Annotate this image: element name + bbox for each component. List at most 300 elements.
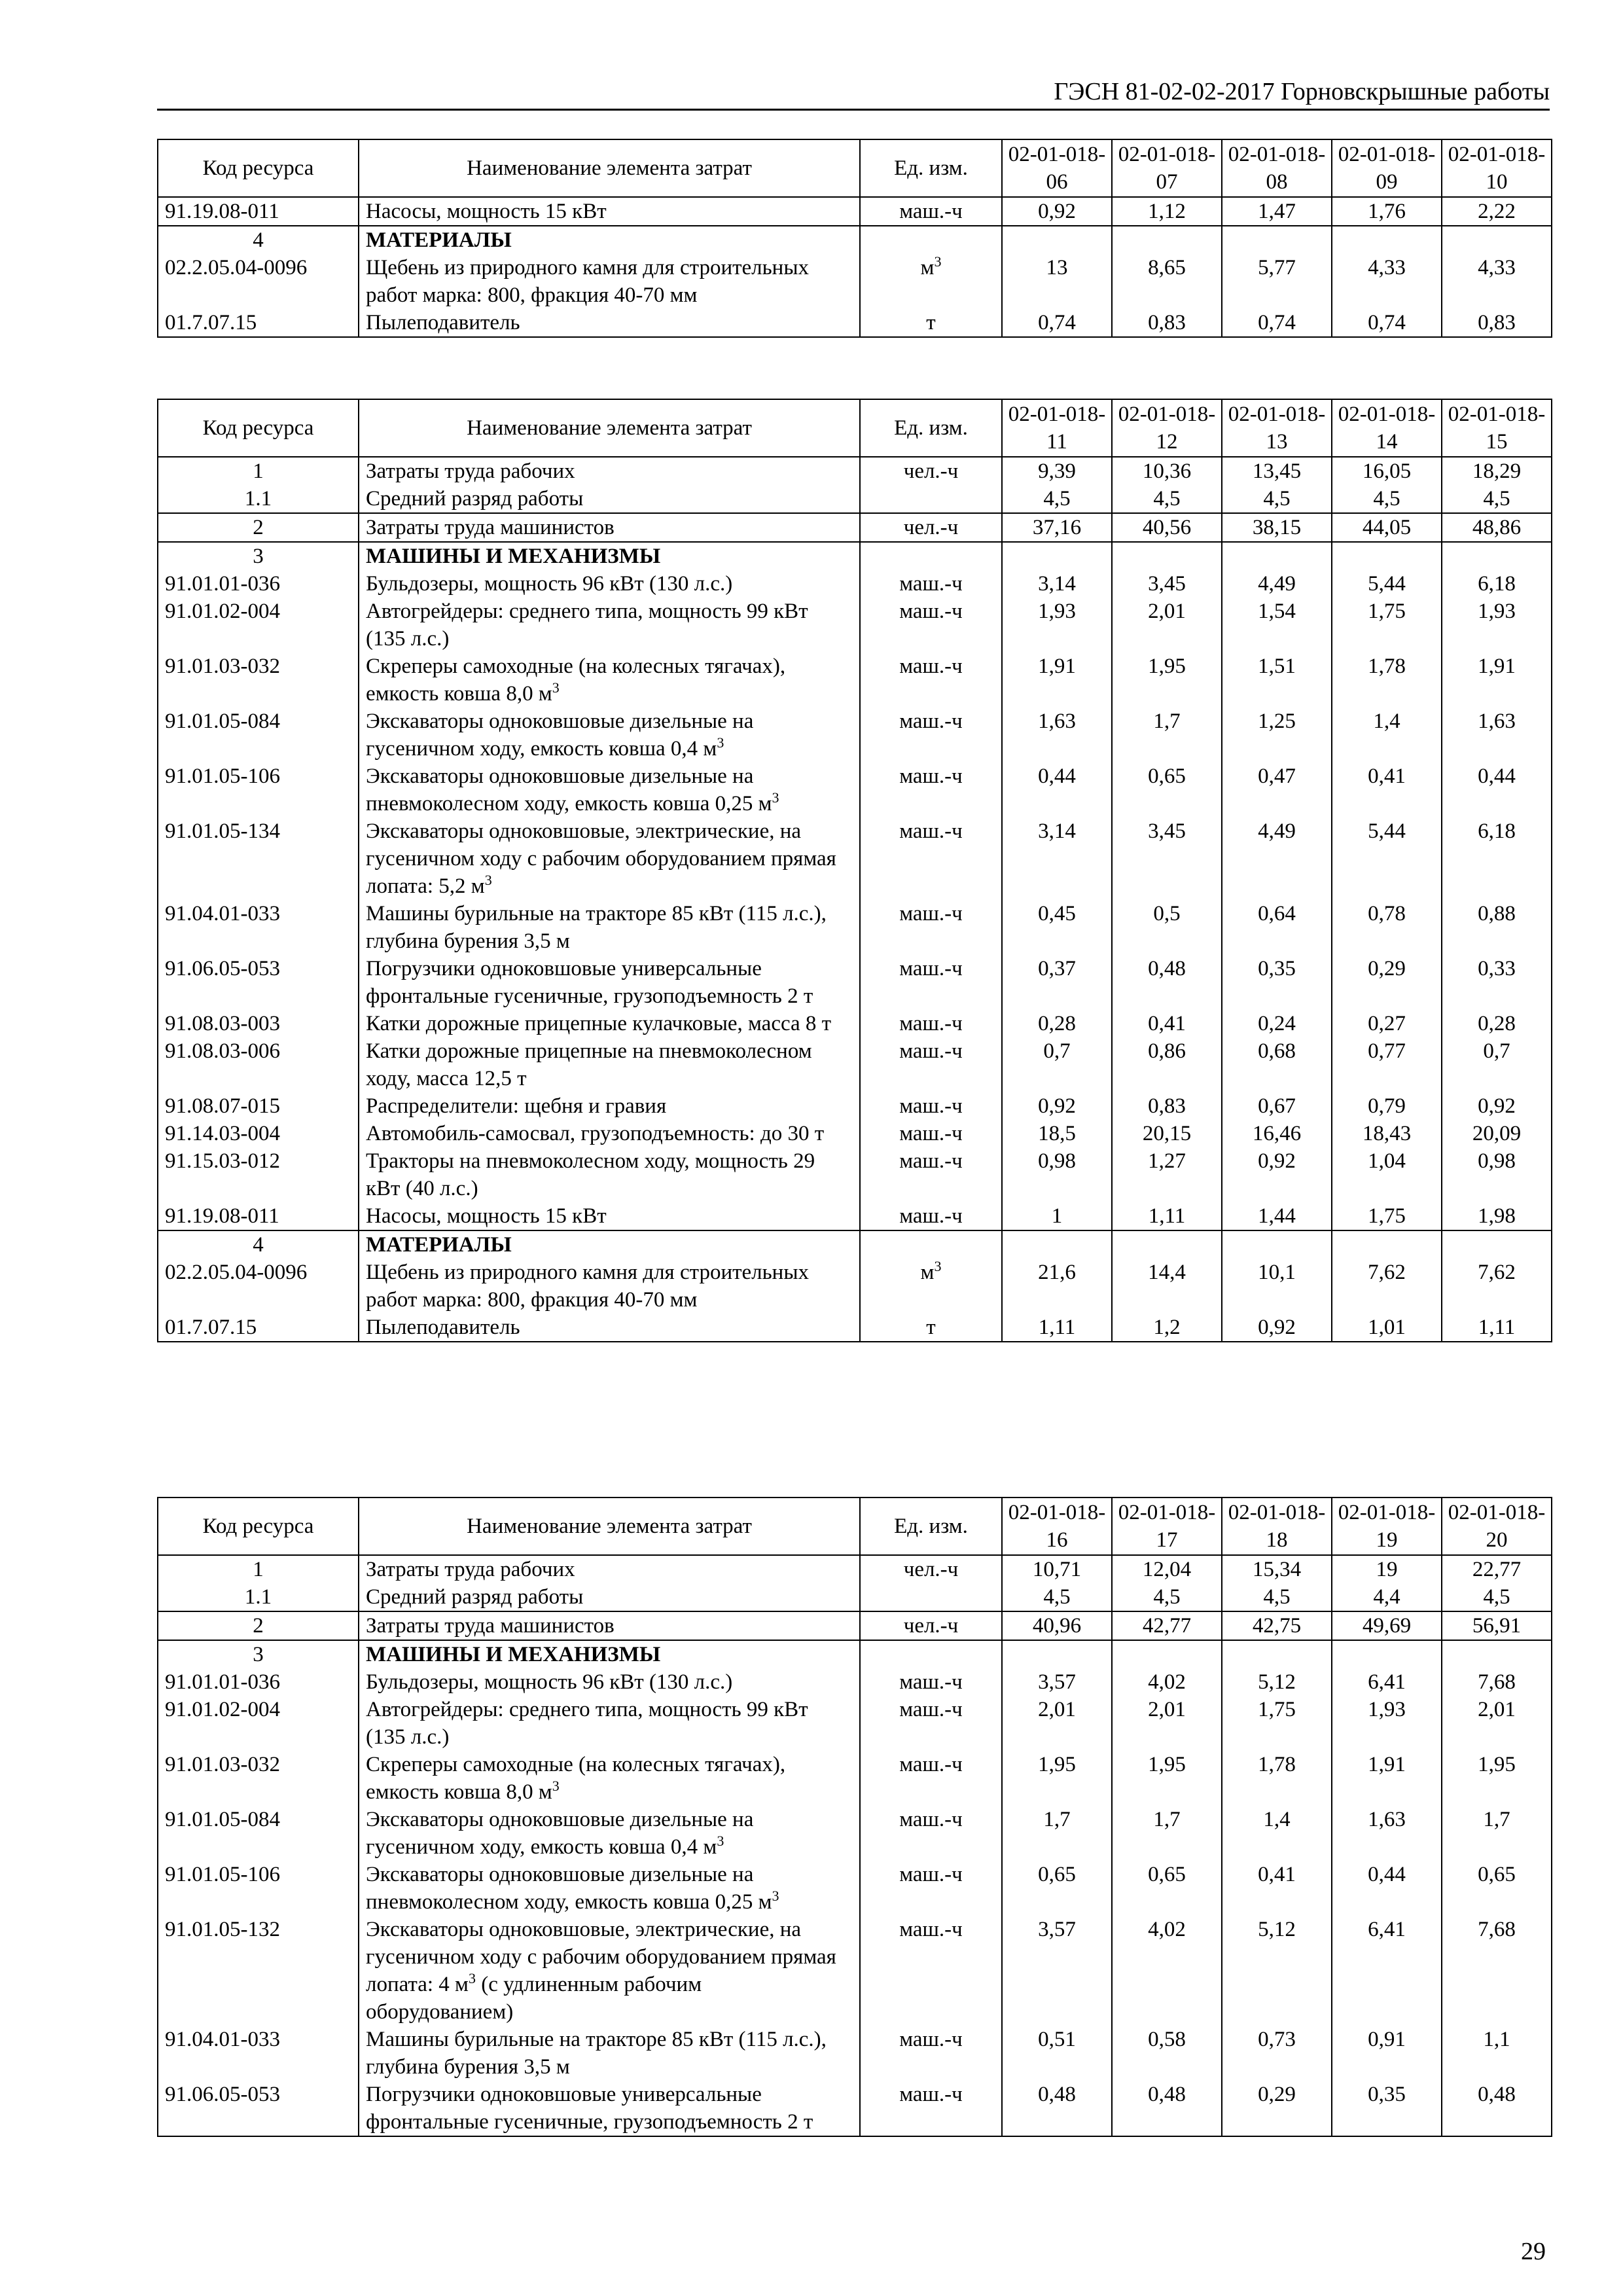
- value-cell: 5,77: [1222, 254, 1332, 309]
- unit-cell: [860, 1230, 1002, 1259]
- value-cell: 1,95: [1442, 1751, 1552, 1806]
- value-cell: 4,5: [1442, 1583, 1552, 1611]
- header-norm-code: 02-01-018-18: [1222, 1498, 1332, 1555]
- resource-name-text: МАТЕРИАЛЫ: [366, 228, 512, 252]
- resource-name: [359, 1555, 860, 1583]
- resource-name: [359, 1916, 860, 2026]
- unit-text: маш.-ч: [899, 1808, 963, 1831]
- unit-cell: [860, 2026, 1002, 2081]
- resource-name-text: Экскаваторы одноковшовые, электрические, на гусеничном ходу с рабочим оборудованием прямая лопата: 4 м: [366, 1918, 836, 1996]
- resource-code: 3: [158, 1640, 359, 1668]
- resource-name-text: МАТЕРИАЛЫ: [366, 1233, 512, 1257]
- unit-cell: [860, 1314, 1002, 1342]
- exponent: 3: [772, 1888, 779, 1904]
- value-cell: 2,01: [1442, 1696, 1552, 1751]
- resource-name-text: Тракторы на пневмоколесном ходу, мощность 29 кВт (40 л.с.): [366, 1149, 815, 1200]
- resource-name: [359, 309, 860, 337]
- unit-text: маш.-ч: [899, 1918, 963, 1941]
- resource-code: 91.08.03-006: [158, 1037, 359, 1092]
- resource-name: [359, 1696, 860, 1751]
- resource-name-text: Щебень из природного камня для строительных работ марка: 800, фракция 40-70 мм: [366, 256, 810, 307]
- unit-cell: [860, 197, 1002, 226]
- value-cell: 6,41: [1332, 1668, 1442, 1696]
- resource-name: [359, 708, 860, 762]
- value-cell: 1,47: [1222, 197, 1332, 226]
- value-cell: 0,91: [1332, 2026, 1442, 2081]
- value-cell: 0,67: [1222, 1092, 1332, 1120]
- header-name: Наименование элемента затрат: [359, 399, 860, 457]
- resource-name: [359, 1611, 860, 1640]
- resource-name: [359, 254, 860, 309]
- table-row: [158, 1010, 1552, 1037]
- table-row: [158, 955, 1552, 1010]
- value-cell: 1,25: [1222, 708, 1332, 762]
- resource-name: [359, 653, 860, 708]
- table-row: [158, 1751, 1552, 1806]
- resource-name: [359, 1230, 860, 1259]
- table-row: [158, 457, 1552, 485]
- value-cell: 1,93: [1002, 598, 1112, 653]
- value-cell: 1,78: [1332, 653, 1442, 708]
- value-cell: 0,98: [1002, 1147, 1112, 1202]
- resource-name-text: Средний разряд работы: [366, 1585, 584, 1609]
- value-cell: 3,14: [1002, 570, 1112, 598]
- value-cell: 10,71: [1002, 1555, 1112, 1583]
- value-cell: 1,95: [1112, 1751, 1222, 1806]
- resource-name: [359, 485, 860, 513]
- header-norm-code: 02-01-018-11: [1002, 399, 1112, 457]
- value-cell: 4,49: [1222, 817, 1332, 900]
- unit-text: м: [920, 1261, 935, 1284]
- value-cell: 0,65: [1112, 762, 1222, 817]
- unit-cell: [860, 513, 1002, 542]
- unit-cell: [860, 1120, 1002, 1147]
- value-cell: [1222, 1640, 1332, 1668]
- value-cell: 42,77: [1112, 1611, 1222, 1640]
- resource-code: 91.01.02-004: [158, 598, 359, 653]
- resource-table-3: [157, 1497, 1552, 2137]
- resource-name: [359, 762, 860, 817]
- resource-name: [359, 1202, 860, 1230]
- unit-text: маш.-ч: [899, 1753, 963, 1776]
- value-cell: 18,29: [1442, 457, 1552, 485]
- value-cell: 10,36: [1112, 457, 1222, 485]
- value-cell: 0,47: [1222, 762, 1332, 817]
- value-cell: [1332, 1640, 1442, 1668]
- value-cell: 0,98: [1442, 1147, 1552, 1202]
- unit-text: маш.-ч: [899, 709, 963, 733]
- resource-name-suffix: (с удлиненным рабочим оборудованием): [366, 1973, 702, 2024]
- value-cell: 0,83: [1112, 1092, 1222, 1120]
- header-norm-code: 02-01-018-13: [1222, 399, 1332, 457]
- unit-cell: [860, 1806, 1002, 1861]
- value-cell: 1,93: [1332, 1696, 1442, 1751]
- value-cell: 4,5: [1002, 1583, 1112, 1611]
- resource-code: 3: [158, 542, 359, 570]
- value-cell: 1,7: [1002, 1806, 1112, 1861]
- resource-code: 91.01.05-132: [158, 1916, 359, 2026]
- unit-cell: [860, 1916, 1002, 2026]
- unit-text: чел.-ч: [903, 1558, 959, 1581]
- value-cell: 1,7: [1112, 708, 1222, 762]
- value-cell: 4,5: [1222, 1583, 1332, 1611]
- table-row: [158, 1092, 1552, 1120]
- value-cell: [1442, 1230, 1552, 1259]
- value-cell: 37,16: [1002, 513, 1112, 542]
- value-cell: 0,74: [1332, 309, 1442, 337]
- header-code: Код ресурса: [158, 399, 359, 457]
- table-row: [158, 309, 1552, 337]
- table-row: [158, 1668, 1552, 1696]
- value-cell: 4,5: [1332, 485, 1442, 513]
- value-cell: 3,45: [1112, 570, 1222, 598]
- value-cell: 0,44: [1332, 1861, 1442, 1916]
- value-cell: 1,63: [1442, 708, 1552, 762]
- resource-name-text: Машины бурильные на тракторе 85 кВт (115 л.с.), глубина бурения 3,5 м: [366, 2028, 827, 2079]
- section-row: [158, 226, 1552, 254]
- table-row: [158, 1583, 1552, 1611]
- value-cell: 1,7: [1112, 1806, 1222, 1861]
- resource-name-text: Экскаваторы одноковшовые дизельные на пневмоколесном ходу, емкость ковша 0,25 м: [366, 1863, 772, 1914]
- header-norm-code: 02-01-018-14: [1332, 399, 1442, 457]
- unit-cell: [860, 1696, 1002, 1751]
- resource-name: [359, 226, 860, 254]
- table-header-row: [158, 139, 1552, 197]
- header-norm-code: 02-01-018-19: [1332, 1498, 1442, 1555]
- value-cell: 0,92: [1222, 1314, 1332, 1342]
- resource-name: [359, 2081, 860, 2136]
- resource-name: [359, 1120, 860, 1147]
- value-cell: 4,02: [1112, 1916, 1222, 2026]
- value-cell: 1,54: [1222, 598, 1332, 653]
- resource-name-text: Скреперы самоходные (на колесных тягачах), емкость ковша 8,0 м: [366, 1753, 786, 1804]
- resource-code: 1.1: [158, 1583, 359, 1611]
- table-row: [158, 1806, 1552, 1861]
- resource-code: 1: [158, 1555, 359, 1583]
- resource-name-text: Пылеподавитель: [366, 311, 520, 334]
- value-cell: [1332, 542, 1442, 570]
- unit-cell: [860, 309, 1002, 337]
- value-cell: 0,48: [1112, 2081, 1222, 2136]
- resource-code: 91.01.01-036: [158, 570, 359, 598]
- unit-cell: [860, 1751, 1002, 1806]
- resource-name-text: МАШИНЫ И МЕХАНИЗМЫ: [366, 1643, 661, 1666]
- header-code: Код ресурса: [158, 139, 359, 197]
- value-cell: 1,27: [1112, 1147, 1222, 1202]
- value-cell: 4,5: [1112, 485, 1222, 513]
- value-cell: 3,57: [1002, 1916, 1112, 2026]
- resource-code: 91.01.05-134: [158, 817, 359, 900]
- resource-code: 02.2.05.04-0096: [158, 1259, 359, 1314]
- value-cell: 0,92: [1442, 1092, 1552, 1120]
- table-row: [158, 1259, 1552, 1314]
- value-cell: 14,4: [1112, 1259, 1222, 1314]
- value-cell: 4,02: [1112, 1668, 1222, 1696]
- resource-name-text: Скреперы самоходные (на колесных тягачах), емкость ковша 8,0 м: [366, 655, 786, 706]
- unit-text: маш.-ч: [899, 2083, 963, 2106]
- unit-cell: [860, 1611, 1002, 1640]
- value-cell: 0,65: [1112, 1861, 1222, 1916]
- resource-name-text: Погрузчики одноковшовые универсальные фронтальные гусеничные, грузоподъемность 2 т: [366, 2083, 813, 2134]
- value-cell: 4,33: [1332, 254, 1442, 309]
- resource-name-text: Бульдозеры, мощность 96 кВт (130 л.с.): [366, 1670, 733, 1694]
- value-cell: 0,28: [1002, 1010, 1112, 1037]
- value-cell: 0,92: [1222, 1147, 1332, 1202]
- unit-text: м: [920, 256, 935, 279]
- unit-text: маш.-ч: [899, 1012, 963, 1035]
- value-cell: 5,44: [1332, 817, 1442, 900]
- value-cell: 1,63: [1002, 708, 1112, 762]
- resource-name-text: Автогрейдеры: среднего типа, мощность 99 кВт (135 л.с.): [366, 600, 808, 651]
- value-cell: [1442, 226, 1552, 254]
- value-cell: 3,57: [1002, 1668, 1112, 1696]
- value-cell: 4,5: [1222, 485, 1332, 513]
- unit-text: чел.-ч: [903, 516, 959, 539]
- unit-cell: [860, 1147, 1002, 1202]
- value-cell: 4,33: [1442, 254, 1552, 309]
- table-row: [158, 254, 1552, 309]
- table-row: [158, 762, 1552, 817]
- page-number: 29: [1521, 2238, 1546, 2265]
- unit-text: маш.-ч: [899, 1698, 963, 1721]
- value-cell: 0,35: [1222, 955, 1332, 1010]
- value-cell: 5,12: [1222, 1668, 1332, 1696]
- resource-name: [359, 955, 860, 1010]
- exponent: 3: [552, 1778, 560, 1794]
- resource-name: [359, 457, 860, 485]
- value-cell: 1,75: [1332, 1202, 1442, 1230]
- value-cell: 1,11: [1002, 1314, 1112, 1342]
- unit-cell: [860, 2081, 1002, 2136]
- value-cell: 5,44: [1332, 570, 1442, 598]
- value-cell: 0,45: [1002, 900, 1112, 955]
- value-cell: 5,12: [1222, 1916, 1332, 2026]
- value-cell: 0,29: [1222, 2081, 1332, 2136]
- value-cell: 42,75: [1222, 1611, 1332, 1640]
- unit-text: маш.-ч: [899, 1204, 963, 1228]
- value-cell: 0,58: [1112, 2026, 1222, 2081]
- header-norm-code: 02-01-018-16: [1002, 1498, 1112, 1555]
- value-cell: 0,37: [1002, 955, 1112, 1010]
- value-cell: 13: [1002, 254, 1112, 309]
- resource-name-text: Затраты труда рабочих: [366, 459, 575, 483]
- exponent: 3: [772, 789, 779, 806]
- resource-table-2: [157, 399, 1552, 1342]
- unit-cell: [860, 1259, 1002, 1314]
- unit-text: маш.-ч: [899, 819, 963, 843]
- unit-cell: [860, 817, 1002, 900]
- resource-name-text: Затраты труда рабочих: [366, 1558, 575, 1581]
- unit-cell: [860, 485, 1002, 513]
- resource-name: [359, 1010, 860, 1037]
- resource-name-text: Погрузчики одноковшовые универсальные фронтальные гусеничные, грузоподъемность 2 т: [366, 957, 813, 1008]
- table-row: [158, 900, 1552, 955]
- resource-code: 2: [158, 1611, 359, 1640]
- resource-name-text: Экскаваторы одноковшовые дизельные на пневмоколесном ходу, емкость ковша 0,25 м: [366, 764, 772, 816]
- table-row: [158, 2026, 1552, 2081]
- value-cell: 1,75: [1332, 598, 1442, 653]
- value-cell: 1,91: [1442, 653, 1552, 708]
- header-code: Код ресурса: [158, 1498, 359, 1555]
- value-cell: 0,28: [1442, 1010, 1552, 1037]
- value-cell: [1222, 226, 1332, 254]
- unit-text: маш.-ч: [899, 2028, 963, 2051]
- header-norm-code: 02-01-018-07: [1112, 139, 1222, 197]
- value-cell: [1442, 542, 1552, 570]
- value-cell: 0,64: [1222, 900, 1332, 955]
- section-row: [158, 542, 1552, 570]
- resource-name: [359, 197, 860, 226]
- unit-cell: [860, 955, 1002, 1010]
- value-cell: 0,29: [1332, 955, 1442, 1010]
- value-cell: [1112, 542, 1222, 570]
- resource-name: [359, 598, 860, 653]
- value-cell: 8,65: [1112, 254, 1222, 309]
- table-header-row: [158, 1498, 1552, 1555]
- value-cell: [1332, 226, 1442, 254]
- value-cell: 1,7: [1442, 1806, 1552, 1861]
- value-cell: 4,5: [1002, 485, 1112, 513]
- resource-code: 91.04.01-033: [158, 2026, 359, 2081]
- value-cell: 16,46: [1222, 1120, 1332, 1147]
- header-norm-code: 02-01-018-20: [1442, 1498, 1552, 1555]
- value-cell: 18,43: [1332, 1120, 1442, 1147]
- unit-cell: [860, 226, 1002, 254]
- resource-name: [359, 1640, 860, 1668]
- value-cell: 7,68: [1442, 1668, 1552, 1696]
- resource-code: 91.06.05-053: [158, 2081, 359, 2136]
- table-row: [158, 1147, 1552, 1202]
- resource-name-text: Распределители: щебня и гравия: [366, 1094, 667, 1118]
- value-cell: 56,91: [1442, 1611, 1552, 1640]
- value-cell: 1,12: [1112, 197, 1222, 226]
- table-row: [158, 1202, 1552, 1230]
- header-name: Наименование элемента затрат: [359, 139, 860, 197]
- resource-code: 91.01.05-084: [158, 1806, 359, 1861]
- table-row: [158, 598, 1552, 653]
- value-cell: 3,45: [1112, 817, 1222, 900]
- value-cell: 1,91: [1332, 1751, 1442, 1806]
- value-cell: 7,68: [1442, 1916, 1552, 2026]
- resource-code: 2: [158, 513, 359, 542]
- value-cell: [1112, 1640, 1222, 1668]
- unit-cell: [860, 457, 1002, 485]
- resource-name: [359, 542, 860, 570]
- value-cell: [1002, 542, 1112, 570]
- value-cell: 0,44: [1002, 762, 1112, 817]
- value-cell: 20,09: [1442, 1120, 1552, 1147]
- unit-cell: [860, 598, 1002, 653]
- exponent: 3: [717, 734, 724, 751]
- unit-text: маш.-ч: [899, 572, 963, 596]
- value-cell: 2,01: [1112, 598, 1222, 653]
- resource-name-text: Бульдозеры, мощность 96 кВт (130 л.с.): [366, 572, 733, 596]
- value-cell: 1,11: [1442, 1314, 1552, 1342]
- value-cell: 0,88: [1442, 900, 1552, 955]
- value-cell: 0,65: [1002, 1861, 1112, 1916]
- value-cell: 0,27: [1332, 1010, 1442, 1037]
- section-row: [158, 1640, 1552, 1668]
- resource-code: 01.7.07.15: [158, 309, 359, 337]
- value-cell: 40,96: [1002, 1611, 1112, 1640]
- value-cell: 7,62: [1442, 1259, 1552, 1314]
- resource-name: [359, 1147, 860, 1202]
- value-cell: 16,05: [1332, 457, 1442, 485]
- unit-cell: [860, 1668, 1002, 1696]
- resource-code: 91.01.01-036: [158, 1668, 359, 1696]
- unit-cell: [860, 900, 1002, 955]
- resource-code: 1: [158, 457, 359, 485]
- resource-name: [359, 1314, 860, 1342]
- value-cell: 0,92: [1002, 1092, 1112, 1120]
- resource-code: 91.01.02-004: [158, 1696, 359, 1751]
- value-cell: 0,41: [1222, 1861, 1332, 1916]
- resource-name: [359, 570, 860, 598]
- value-cell: 0,35: [1332, 2081, 1442, 2136]
- unit-cell: [860, 653, 1002, 708]
- table-header-row: [158, 399, 1552, 457]
- value-cell: 0,68: [1222, 1037, 1332, 1092]
- unit-cell: [860, 708, 1002, 762]
- value-cell: [1332, 1230, 1442, 1259]
- unit-text: маш.-ч: [899, 1670, 963, 1694]
- resource-code: 91.01.05-106: [158, 762, 359, 817]
- value-cell: 0,86: [1112, 1037, 1222, 1092]
- resource-name: [359, 1668, 860, 1696]
- value-cell: 0,41: [1112, 1010, 1222, 1037]
- header-unit: Ед. изм.: [860, 399, 1002, 457]
- value-cell: 4,5: [1442, 485, 1552, 513]
- resource-name-text: Машины бурильные на тракторе 85 кВт (115 л.с.), глубина бурения 3,5 м: [366, 902, 827, 953]
- exponent: 3: [484, 872, 492, 888]
- unit-text: маш.-ч: [899, 764, 963, 788]
- value-cell: 1,98: [1442, 1202, 1552, 1230]
- unit-cell: [860, 542, 1002, 570]
- resource-name-text: Автогрейдеры: среднего типа, мощность 99 кВт (135 л.с.): [366, 1698, 808, 1749]
- header-norm-code: 02-01-018-12: [1112, 399, 1222, 457]
- value-cell: 0,79: [1332, 1092, 1442, 1120]
- value-cell: 4,5: [1112, 1583, 1222, 1611]
- value-cell: 0,5: [1112, 900, 1222, 955]
- value-cell: 7,62: [1332, 1259, 1442, 1314]
- table-row: [158, 708, 1552, 762]
- value-cell: 1,75: [1222, 1696, 1332, 1751]
- table-row: [158, 197, 1552, 226]
- header-norm-code: 02-01-018-15: [1442, 399, 1552, 457]
- value-cell: 0,92: [1002, 197, 1112, 226]
- value-cell: 1,01: [1332, 1314, 1442, 1342]
- resource-code: 1.1: [158, 485, 359, 513]
- value-cell: 1,91: [1002, 653, 1112, 708]
- resource-code: 4: [158, 1230, 359, 1259]
- unit-text: маш.-ч: [899, 1149, 963, 1173]
- resource-name: [359, 817, 860, 900]
- resource-name: [359, 1259, 860, 1314]
- table-row: [158, 1861, 1552, 1916]
- value-cell: 0,77: [1332, 1037, 1442, 1092]
- resource-code: 91.19.08-011: [158, 1202, 359, 1230]
- resource-name: [359, 1037, 860, 1092]
- unit-text: маш.-ч: [899, 957, 963, 980]
- unit-cell: [860, 1583, 1002, 1611]
- resource-name-text: Средний разряд работы: [366, 487, 584, 511]
- header-norm-code: 02-01-018-10: [1442, 139, 1552, 197]
- value-cell: [1442, 1640, 1552, 1668]
- value-cell: 0,83: [1112, 309, 1222, 337]
- header-unit: Ед. изм.: [860, 1498, 1002, 1555]
- unit-cell: [860, 1861, 1002, 1916]
- resource-name-text: Насосы, мощность 15 кВт: [366, 1204, 607, 1228]
